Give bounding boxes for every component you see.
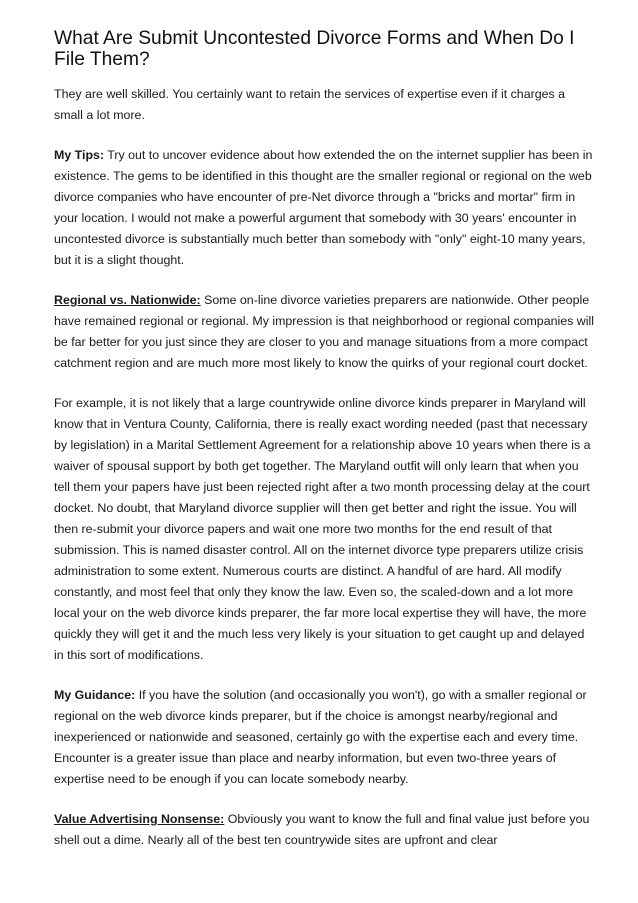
my-tips-paragraph [54,145,594,271]
document-page [54,28,594,870]
my-tips-label: My Tips: [54,148,105,162]
my-guidance-label: My Guidance: [54,688,136,702]
regional-vs-nationwide-paragraph [54,290,594,374]
paragraph-text: For example, it is not likely that a large countrywide online divorce kinds preparer in Maryland will know that in Ventura County, California, there is really exact wording needed (past that necessary by legislation) in a Marital Settlement Agreement for a relationship above 10 years when there is a waiver of spousal support by both get together. The Maryland outfit will only learn that when you tell them your papers have just been rejected right after a two month processing delay at the court docket. No doubt, that Maryland divorce supplier will then get better and right the issue. You will then re-submit your divorce papers and wait one more two months for the end result of that submission. This is named disaster control. All on the internet divorce type preparers utilize crisis administration to some extent. Numerous courts are distinct. A handful of are hard. All modify constantly, and most feel that only they know the law. Even so, the scaled-down and a lot more local your on the web divorce kinds preparer, the far more local expertise they will have, the more quickly they will get it and the much less very likely is your situation to get caught up and delayed in this sort of modifications. [54,396,591,662]
paragraph-text: They are well skilled. You certainly want to retain the services of expertise even if it charges a small a lot more. [54,87,566,122]
paragraph-text: Try out to uncover evidence about how extended the on the internet supplier has been in existence. The gems to be identified in this thought are the smaller regional or regional on the web divorce companies who have encounter of pre-Net divorce through a "bricks and mortar" firm in your location. I would not make a powerful argument that somebody with 30 years' encounter in uncontested divorce is substantially much better than somebody with "only" eight-10 many years, but it is a slight thought. [54,148,593,267]
value-advertising-label: Value Advertising Nonsense: [54,812,225,826]
regional-vs-nationwide-label: Regional vs. Nationwide: [54,293,201,307]
example-paragraph [54,393,594,666]
paragraph-text: Some on-line divorce varieties preparers are nationwide. Other people have remained regional or regional. My impression is that neighborhood or regional companies will be far better for you just since they are closer to you and manage situations from a more compact catchment region and are much more most likely to know the quirks of your regional court docket. [54,293,594,370]
intro-paragraph [54,84,594,126]
document-title: What Are Submit Uncontested Divorce Forms and When Do I File Them? [54,28,575,70]
my-guidance-paragraph [54,685,594,790]
value-advertising-paragraph [54,809,594,851]
paragraph-text: Obviously you want to know the full and final value just before you shell out a dime. Nearly all of the best ten countrywide sites are upfront and clear [54,812,590,847]
paragraph-text: If you have the solution (and occasionally you won't), go with a smaller regional or regional on the web divorce kinds preparer, but if the choice is amongst nearby/regional and inexperienced or nationwide and seasoned, certainly go with the expertise each and every time. Encounter is a greater issue than place and nearby information, but even two-three years of expertise need to be enough if you can locate somebody nearby. [54,688,587,786]
